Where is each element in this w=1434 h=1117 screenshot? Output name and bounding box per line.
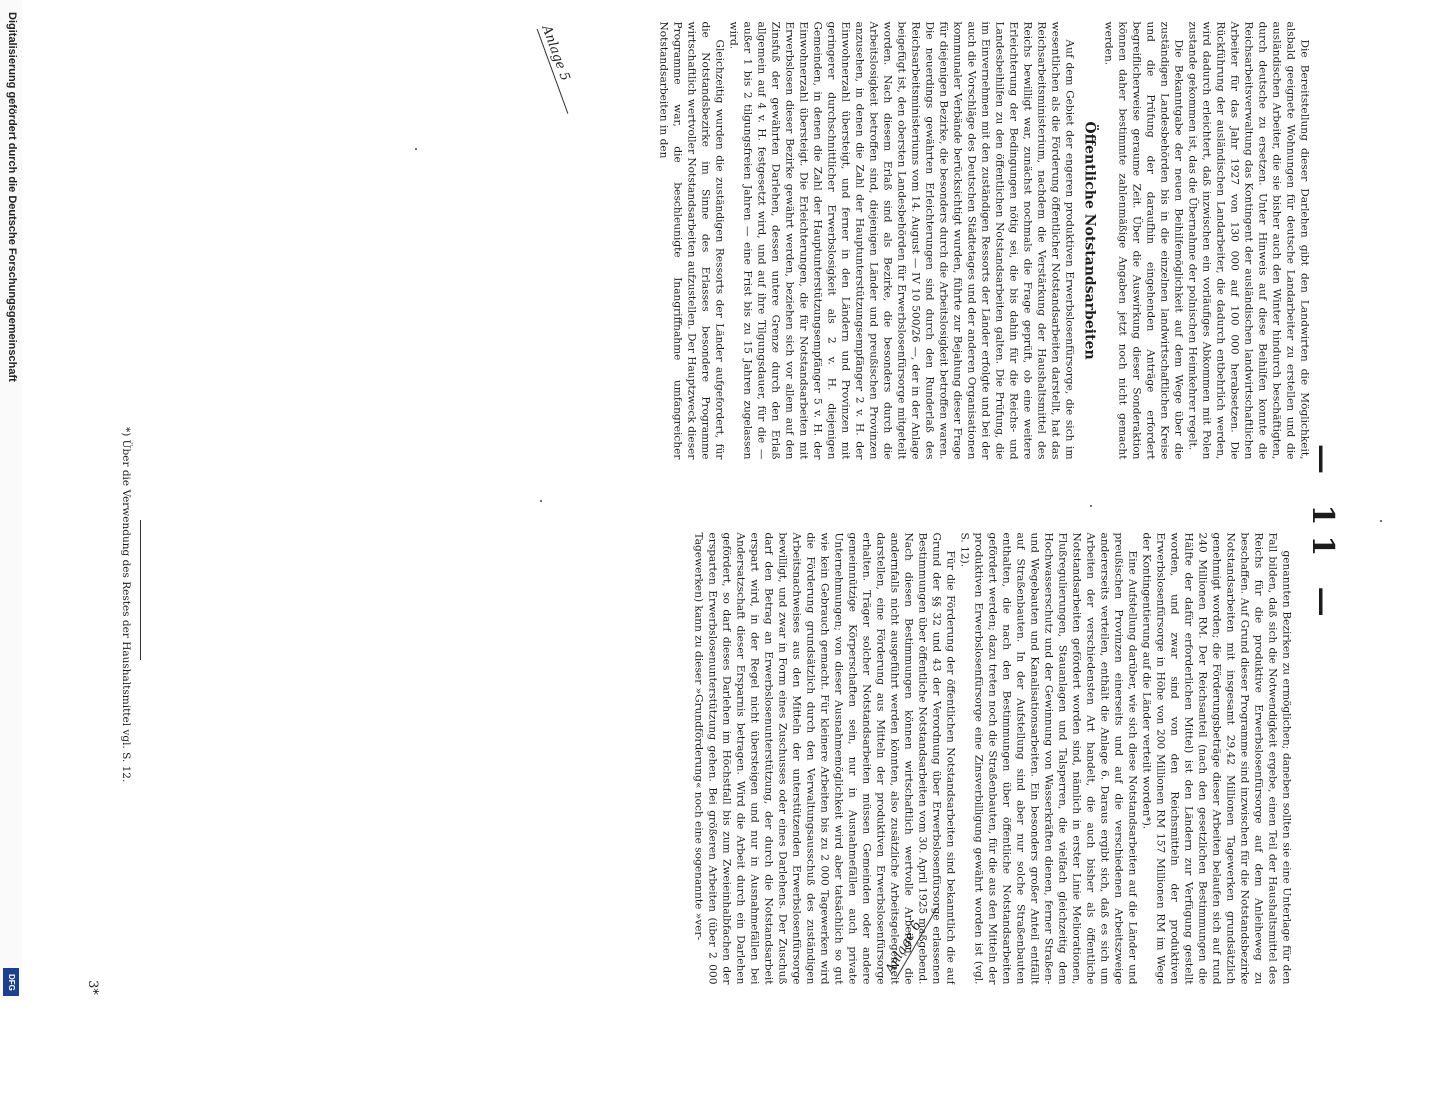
page-number: — 11 — bbox=[1305, 444, 1340, 627]
paragraph: Eine Aufstellung darüber, wie sich diese Notstandsarbeiten auf die Länder und preußischen Provinzen einerseits und auf die verschiedenen Arbeitszweige andererseits verteilen, enthält die Anlage 6. Daraus ergibt sich, daß es sich um Arbeiten der verschiedensten Art handelt, die auch bisher als öffentliche Notstandsarbeiten gefördert worden sind, nämlich in erster Linie Meliorationen, Flußregulierungen, Stauanlagen und Talsperren, die vielfach gleichzeitig dem Hochwasserschutz und der Gewinnung von Wasserkräften dienen, ferner Straßen- und Wegebauten und Kanalisationsarbeiten. Ein besonders großer Anteil entfällt auf Straßenbauten. In der Aufstellung sind aber nur solche Straßenbauten enthalten, die nach den Bestimmungen über öffentliche Notstandsarbeiten gefördert werden; dazu treten noch die Straßenbauten, für die aus den Mitteln der produktiven Erwerbslosenfürsorge eine Zinsverbilligung gewährt worden ist (vgl. S. 12). bbox=[958, 532, 1139, 985]
paragraph: Auf dem Gebiet der engeren produktiven Erwerbslosenfürsorge, die sich im wesentlichen als die Förderung öffentlicher Notstandsarbeiten darstellt, hat das Reichsarbeitsministerium, nachdem die Verstärkung der Haushaltsmittel des Reichs bewilligt war, zunächst nochmals die Frage geprüft, ob eine weitere Erleichterung der Bedingungen nötig sei, die bis dahin für die Reichs- und Landesbeihilfen zu den öffentlichen Notstandsarbeiten galten. Die Prüfung, die im Einvernehmen mit den zuständigen Ressorts der Länder erfolgte und bei der auch die Vorschläge des Deutschen Städtetages und der anderen Organisationen kommunaler Verbände berücksichtigt wurden, führte zur Bejahung dieser Frage für diejenigen Bezirke, die besonders durch die Arbeitslosigkeit betroffen waren. Die neuerdings gewährten Erleichterungen sind durch den Runderlaß des Reichsarbeitsministeriums vom 14. August — IV 10 500/26 —, der in der Anlage beigefügt ist, den obersten Landesbehörden für Erwerbslosenfürsorge mitgeteilt worden. Nach diesem Erlaß sind als Bezirke, die besonders durch die Arbeitslosigkeit betroffen sind, diejenigen Länder und preußischen Provinzen anzusehen, in denen die Zahl der Hauptunterstützungsempfänger 2 v. H. der Einwohnerzahl übersteigt, und ferner in den Ländern und Provinzen mit geringerer durchschnittlicher Erwerbslosigkeit als 2 v. H. diejenigen Gemeinden, in denen die Zahl der Hauptunterstützungsempfänger 5 v. H. der Einwohnerzahl übersteigt. Die Erleichterungen, die für Notstandsarbeiten mit Erwerbslosen dieser Bezirke gewährt werden, beziehen sich vor allem auf den Zinsfuß der gewährten Darlehen, dessen untere Grenze durch den Erlaß allgemein auf 4 v. H. festgesetzt wird, und auf ihre Tilgungsdauer, für die — außer 1 bis 2 tilgungsfreien Jahren — eine Frist bis zu 15 Jahren zugelassen wird. bbox=[727, 21, 1076, 460]
scan-speck bbox=[1380, 520, 1382, 522]
section-heading: Öffentliche Notstandsarbeiten bbox=[1081, 121, 1098, 360]
scan-speck bbox=[540, 500, 542, 502]
digitization-credit: Digitalisierung gefördert durch die Deutsche Forschungsgemeinschaft bbox=[6, 12, 18, 382]
paragraph: genannten Bezirken zu ermöglichen; daneben sollten sie eine Unterlage für den Fall bilden, daß sich die Notwendigkeit ergebe, einen Teil der Haushaltsmittel des Reichs für die produktive Erwerbslosenfürsorge auf dem Anleiheweg zu beschaffen. Auf Grund dieser Programme sind inzwischen für die Notstandsbezirke Notstandsarbeiten mit insgesamt 29,42 Millionen Tagewerken grundsätzlich genehmigt worden; die Förderungsbeträge dieser Arbeiten belaufen sich auf rund 240 Millionen RM. Der Reichsanteil (nach den gesetzlichen Bestimmungen die Hälfte der dafür erforderlichen Mittel) ist den Ländern zur Verfügung gestellt worden, und zwar sind von den Reichsmitteln der produktiven Erwerbslosenfürsorge in Höhe von 200 Millionen RM 157 Millionen RM im Wege der Kontingentierung auf die Länder verteilt worden*). bbox=[1140, 532, 1293, 985]
footnote: *) Über die Verwendung des Restes der Haushaltsmittel vgl. S. 12. bbox=[120, 427, 132, 783]
paragraph: Die Bereitstellung dieser Darlehen gibt den Landwirten die Möglichkeit, alsbald geeignete Wohnungen für deutsche Landarbeiter zu erstellen und die ausländischen Arbeiter, die sie bisher auch den Winter hindurch beschäftigten, durch deutsche zu ersetzen. Unter Hinweis auf diese Beihilfen konnte die Reichsarbeitsverwaltung das Kontingent der ausländischen landwirtschaftlichen Arbeiter für das Jahr 1927 von 130 000 auf 100 000 herabsetzen. Die Rückführung der ausländischen Landarbeiter, die dadurch entbehrlich werden, wird dadurch erleichtert, daß inzwischen ein vorläufiges Abkommen mit Polen zustande gekommen ist, das die Übernahme der polnischen Heimkehrer regelt. bbox=[1186, 21, 1311, 460]
dfg-logo-icon: DFG bbox=[3, 968, 19, 996]
paragraph: Die Bekanntgabe der neuen Beihilfemöglichkeit auf dem Wege über die zuständigen Landesbehörden bis in die einzelnen landwirtschaftlichen Kreise und die Prüfung der daraufhin eingehenden Anträge erfordert begreiflicherweise geraume Zeit. Über die Auswirkung dieser Sonderaktion können daher bestimmte zahlenmäßige Angaben jetzt noch nicht gemacht werden. bbox=[1102, 21, 1185, 460]
footnote-rule bbox=[140, 520, 141, 660]
paragraph: Für die Förderung der öffentlichen Notstandsarbeiten sind bekanntlich die auf Grund der §§ 32 und 43 der Verordnung über Erwerbslosenfürsorge erlassenen Bestimmungen über öffentliche Notstandsarbeiten vom 30. April 1925 maßgebend. Nach diesen Bestimmungen können wirtschaftlich wertvolle Arbeiten, die andernfalls nicht ausgeführt werden könnten, also zusätzliche Arbeitsgelegenheit darstellen, eine Förderung aus Mitteln der produktiven Erwerbslosenfürsorge erhalten. Träger solcher Notstandsarbeiten müssen Gemeinden oder andere gemeinnützige Körperschaften sein, nur in Ausnahmefällen auch private Unternehmungen; von dieser Ausnahmemöglichkeit wird aber tatsächlich so gut wie kein Gebrauch gemacht. Für kleinere Arbeiten bis zu 2 000 Tagewerken wird die Förderung grundsätzlich durch den Verwaltungsausschuß des zuständigen Arbeitsnachweises aus den Mitteln der unterstützenden Erwerbslosenfürsorge bewilligt, und zwar in Form eines Zuschusses oder eines Darlehens. Der Zuschuß darf den Betrag an Erwerbslosenunterstützung, der durch die Notstandsarbeit erspart wird, in der Regel nicht übersteigen und nur in Ausnahmefällen bei Andersatzschaft dieser Ersparnis betragen. Wird die Arbeit durch ein Darlehen gefördert, so darf dieses Darlehen im Höchstfall bis zum Zweieinhalbfachen der ersparten Erwerbslosenunterstützung gehen. Bei größeren Arbeiten (über 2 000 Tagewerken) kann zu dieser »Grundförderung« noch eine sogenannte »ver- bbox=[692, 532, 957, 985]
sheet-signature: 3* bbox=[84, 980, 100, 995]
paragraph: Gleichzeitig wurden die zuständigen Ressorts der Länder aufgefordert, für die Notstandsbezirke im Sinne des Erlasses besondere Programme wirtschaftlich wertvoller Notstandsarbeiten aufzustellen. Der Hauptzweck dieser Programme war, die beschleunigte Inangriffnahme umfangreicher Notstandsarbeiten in den bbox=[657, 21, 726, 460]
text-column-left bbox=[229, 533, 1294, 985]
margin-note-anlage-6: Anlage 6 bbox=[883, 900, 938, 978]
margin-note-anlage-5: Anlage 5 bbox=[537, 23, 584, 113]
scan-speck bbox=[1090, 505, 1092, 507]
text-column-right bbox=[247, 22, 1312, 460]
